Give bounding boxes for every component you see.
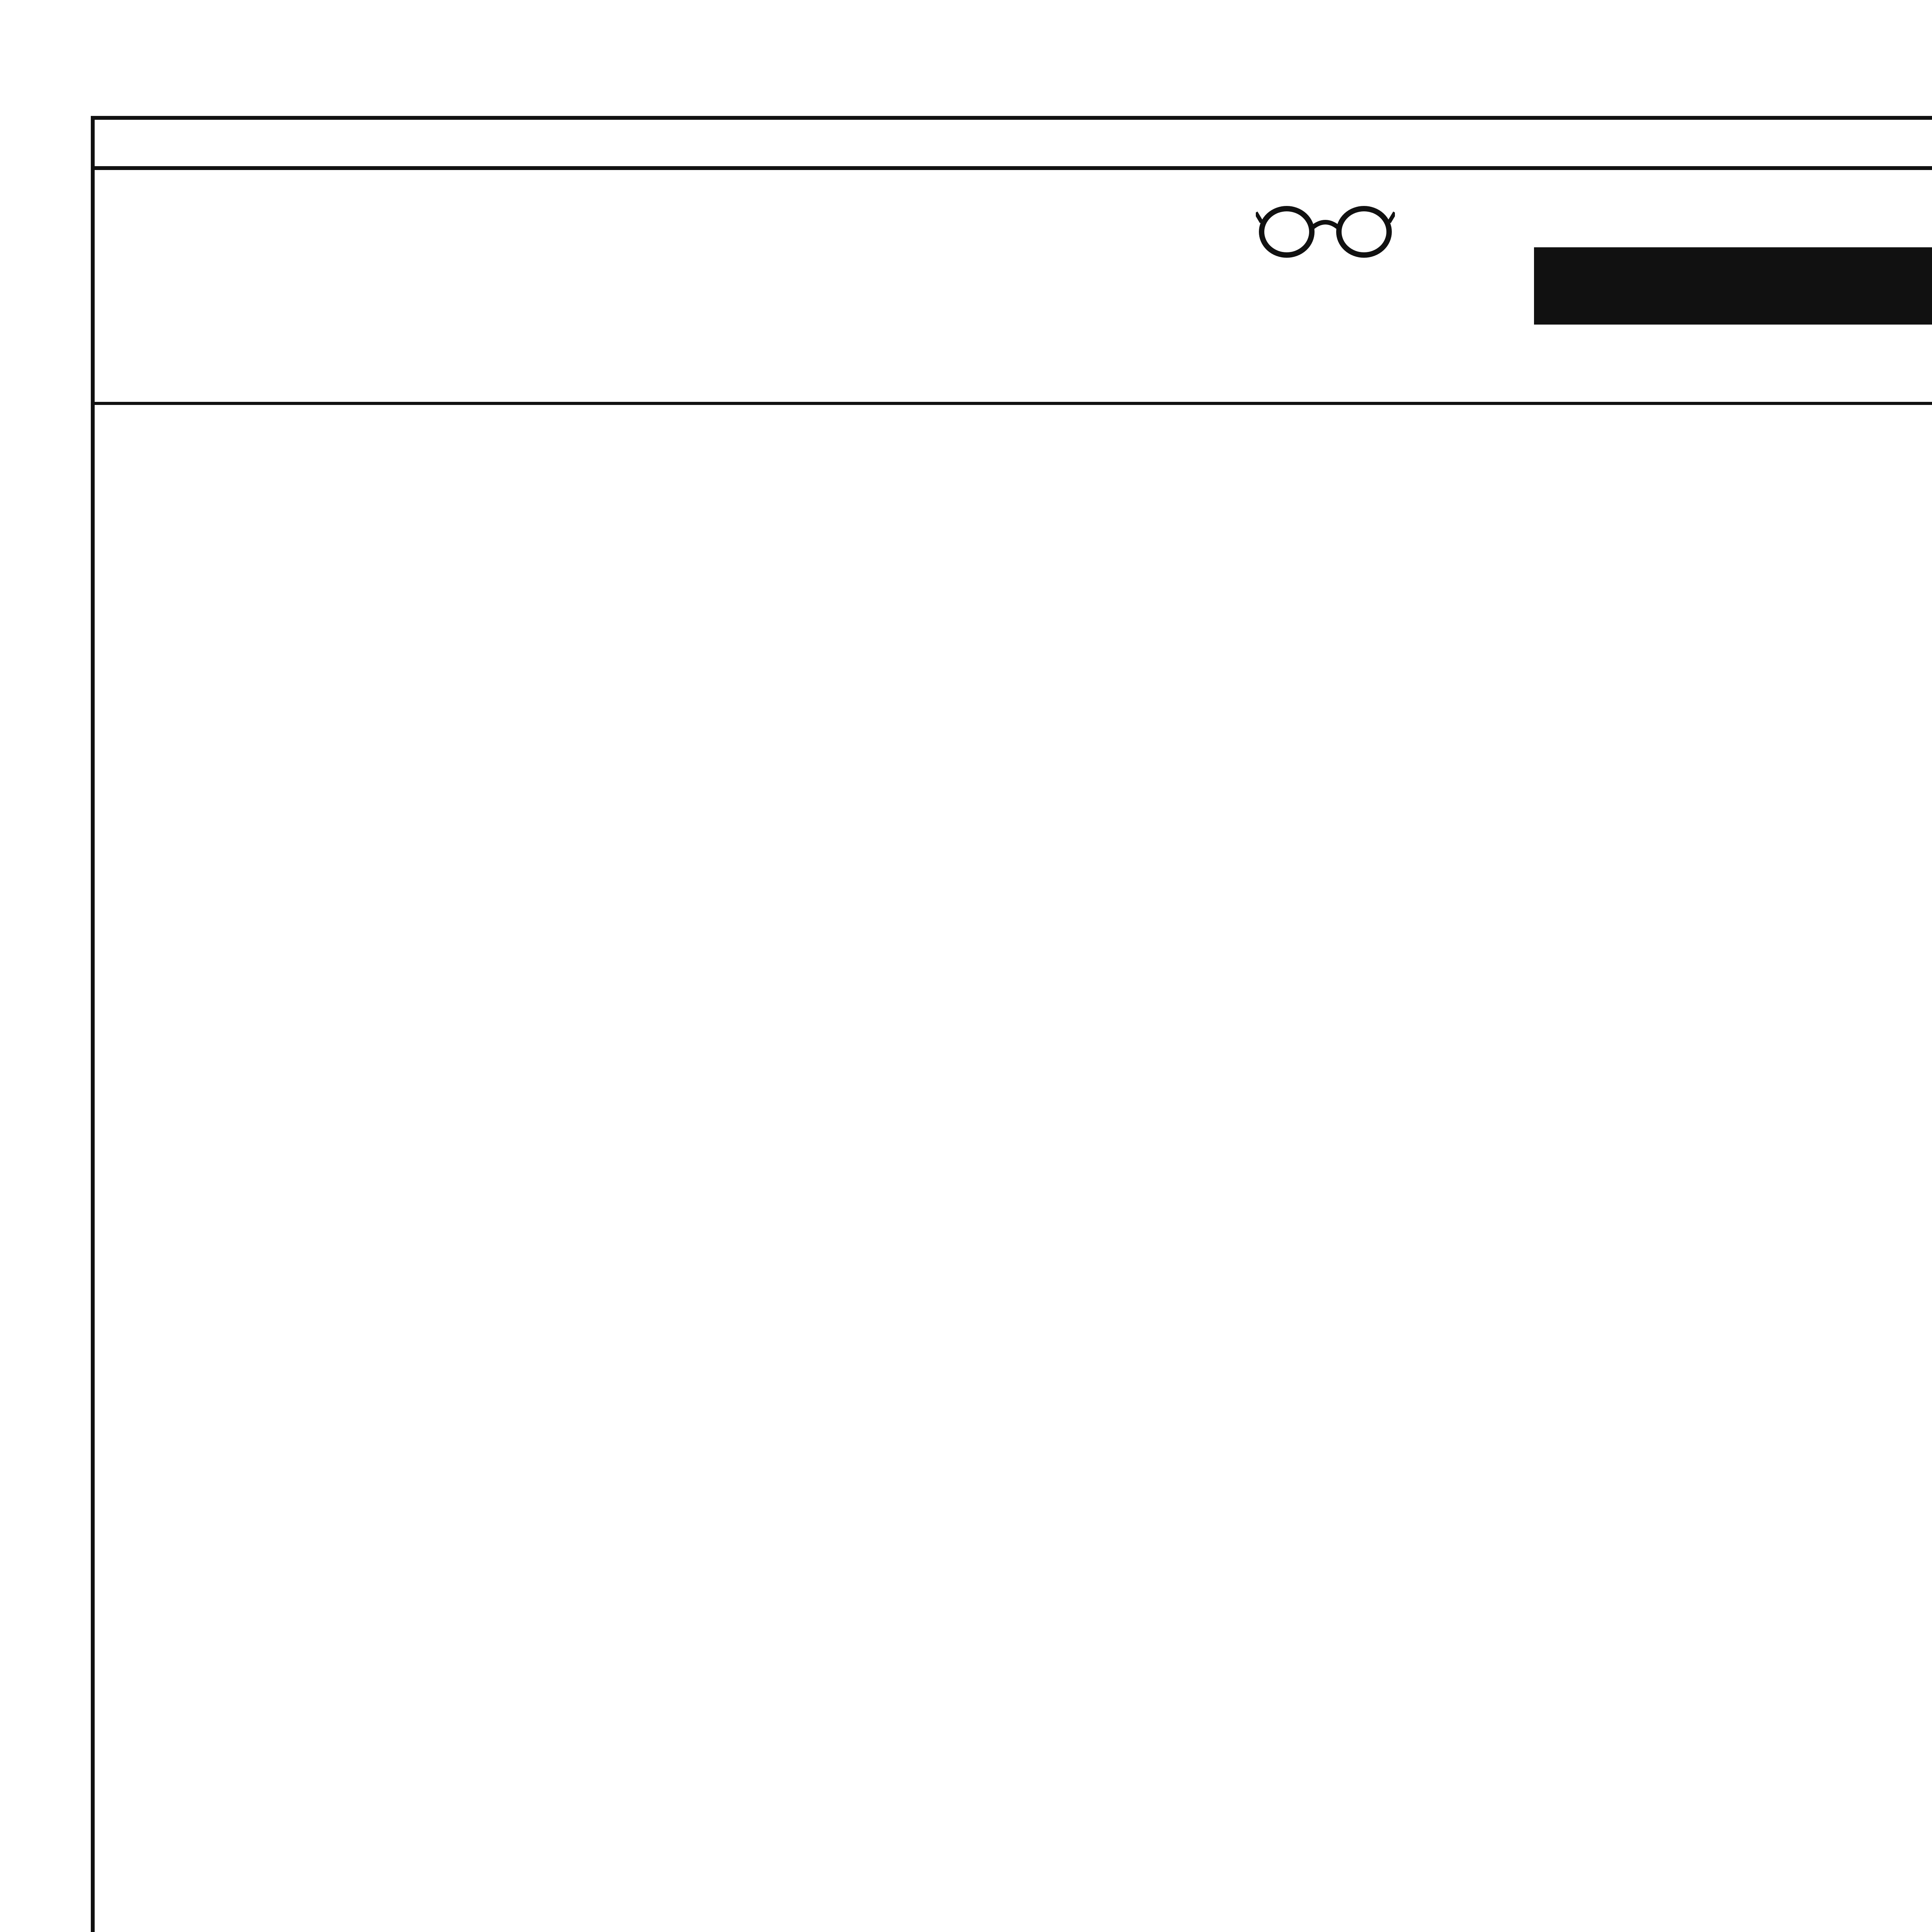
header-bar: [91, 116, 1932, 170]
jys-pill-box: [1797, 340, 1932, 402]
ad-optical: [1221, 170, 1499, 402]
jys-banner: [1534, 247, 1932, 325]
glasses-icon: [1256, 201, 1395, 264]
